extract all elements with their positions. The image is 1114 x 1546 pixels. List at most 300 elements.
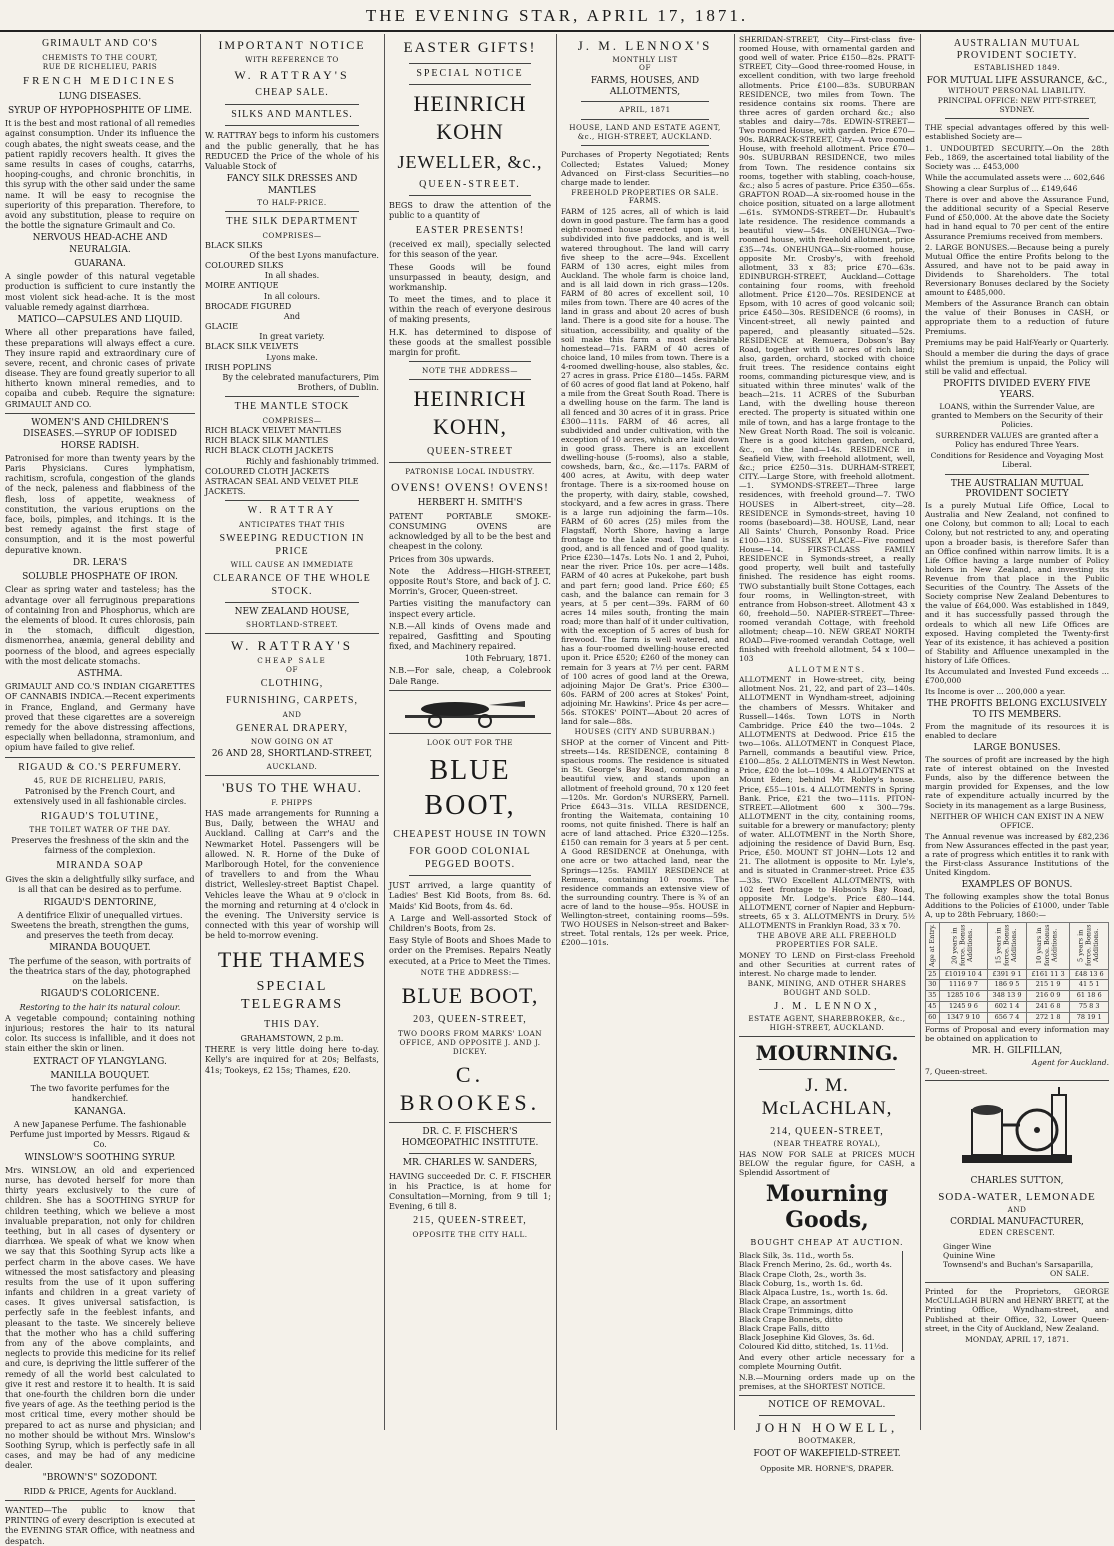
table-cell: 1347 9 10	[939, 1012, 988, 1023]
principal-office: PRINCIPAL OFFICE: NEW PITT-STREET, SYDNEY.	[937, 96, 1097, 115]
divider	[225, 602, 359, 603]
money-to-lend: MONEY TO LEND on First-class Freehold and other Securities at current rates of interest. No charge made to lender.	[739, 950, 915, 978]
amps-text: Is a purely Mutual Life Office, Local to Australia and New Zealand, not confined to one Colony, but common to all; Local to each Colony, but not restricted to any, and operating upon a broader basis, is therefore Safer than an Office confined within narrow limits. It is a Life Office having a large number of Policy holders in New Zealand, and investing its Revenue from that place in the Public Securities of the Country. The Assets of the Society comprise New Zealand Debentures to the value of £64,000. Was established in 1849, and it has successfully passed through the ordeals to which all new Life Offices are exposed. Having completed the Twenty-first Year of its existence, it has achieved a position of Stability and Affluence unexampled in the history of Life Offices.	[925, 501, 1109, 665]
foot-of-wakefield: FOOT OF WAKEFIELD-STREET.	[753, 1449, 901, 1460]
masthead	[0, 0, 1114, 32]
received-text: (received ex mail), specially selected for this season of the year.	[389, 239, 551, 260]
table-cell: 186 9 5	[988, 980, 1027, 991]
divider	[389, 690, 551, 691]
column-5	[734, 34, 920, 1473]
anticipates: ANTICIPATES THAT THIS	[239, 519, 345, 529]
kananga-text: A new Japanese Perfume. The fashionable Perfume just imported by Messrs. Rigaud & Co.	[9, 1118, 191, 1150]
townsend: Townsend's and Buchan's Sarsaparilla,	[943, 1260, 1094, 1270]
table-cell: 78 19 1	[1070, 1012, 1109, 1023]
silk-item-desc: And	[283, 310, 301, 321]
bus-heading: 'BUS TO THE WHAU.	[222, 779, 362, 795]
table-cell: 215 1 9	[1026, 980, 1070, 991]
amps-intro: THE special advantages offered by this well-established Society are—	[925, 123, 1109, 142]
note-address-2: NOTE THE ADDRESS:—	[420, 967, 520, 977]
divider	[409, 875, 531, 876]
coloricene-text: A vegetable compound; containing nothing injurious; restores the hair to its natural color. Its success is infallible, and it does not stain either the skin or linen.	[5, 1012, 195, 1054]
miranda-soap-heading: MIRANDA SOAP	[56, 859, 144, 871]
on-sale: ON SALE.	[1050, 1269, 1089, 1279]
guarana-text: A single powder of this natural vegetable production is sufficient to cure instantly the most violent sick head-ache. It is the most valuable remedy against diarrhœa.	[5, 271, 195, 312]
pegged-boots: FOR GOOD COLONIAL PEGGED BOOTS.	[409, 846, 531, 870]
rigaud-text: Patronised by the French Court, and extensively used in all fashionable circles.	[13, 786, 187, 807]
removal-heading: NOTICE OF REMOVAL.	[768, 1400, 886, 1410]
freehold-heading: FREEHOLD PROPERTIES OR SALE.	[571, 187, 719, 197]
amps-p1c: Showing a clear Surplus of ... £149,646	[925, 183, 1078, 193]
special-notice: SPECIAL NOTICE	[416, 67, 524, 79]
bus-text: HAS made arrangements for Running a Bus, Daily, between the WHAU and Auckland. Calling at Carr's and the Newmarket Hotel. Passengers will be allowed. N. R. Horne of the Duke of Marlborough Hotel, for the convenience of travellers to and from the Whau district, Wellesley-street Baptist Chapel. Vehicles leave the Whau at 9 o'clock in the morning and returning at 4 o'clock in the evening. The University service is connected with this year of worship will be held to-morrow evening.	[205, 808, 379, 941]
miranda-soap-text: Gives the skin a delightfully silky surface, and is all that can be desired as to perfume.	[5, 874, 195, 895]
guarana-heading: GUARANA.	[74, 258, 126, 269]
easter-presents: EASTER PRESENTS!	[415, 224, 525, 236]
easy-text: Easy Style of Boots and Shoes Made to order on the Premises. Repairs Neatly executed, at a Price to Meet the Times.	[389, 935, 551, 966]
nervous-heading: NERVOUS HEAD-ACHE AND NEURALGIA.	[32, 233, 168, 255]
lera-heading: DR. LERA'S	[72, 557, 128, 568]
smith-date: 10th February, 1871.	[464, 653, 551, 664]
important-notice-heading: IMPORTANT NOTICE	[218, 38, 366, 52]
and-label: AND	[282, 709, 302, 719]
near-theatre: (NEAR THEATRE ROYAL),	[773, 1139, 881, 1149]
smith-nb2: N.B.—For sale, cheap, a Colebrook Dale Range.	[389, 665, 551, 686]
with-reference: WITH REFERENCE TO	[245, 55, 339, 65]
divider	[759, 1415, 895, 1416]
special-telegrams: SPECIAL TELEGRAMS	[241, 979, 343, 1012]
rigaud-address: 45, RUE DE RICHELIEU, PARIS,	[33, 776, 167, 786]
table-row	[926, 980, 1109, 991]
rigaud-heading: RIGAUD & CO.'S PERFUMERY.	[18, 761, 182, 773]
table-cell: 241 6 8	[1026, 1001, 1070, 1012]
list-item: Coloured Kid ditto, stitched, 1s. 11½d.	[739, 1342, 889, 1352]
asthma-text: GRIMAULT AND CO.'S INDIAN CIGARETTES OF CANNABIS INDICA.—Recent experiments in France, England, and Germany have proved that these cigarettes are a sovereign remedy for the above distressing affections, especially when belladonna, stramonium, and opium have failed to give relief.	[5, 681, 195, 753]
bank-shares: BANK, MINING, AND OTHER SHARES BOUGHT AND SOLD.	[747, 978, 907, 997]
examples-text: The following examples show the total Bonus Additions to the Policies of £1000, under Table A, up to 28th February, 1860:—	[925, 892, 1109, 920]
mantle-item: RICH BLACK VELVET MANTLES	[205, 425, 342, 436]
coloricene-sub: Restoring to the hair its natural colour.	[19, 1001, 181, 1012]
half-price: TO HALF-PRICE.	[257, 197, 327, 207]
lennox-agent: HOUSE, LAND AND ESTATE AGENT, &c., HIGH-STREET, AUCKLAND.	[569, 123, 721, 141]
table-cell: 216 0 9	[1026, 991, 1070, 1002]
divider	[389, 462, 551, 463]
silk-item: MOIRE ANTIQUE	[205, 280, 279, 291]
silks-mantles-heading: SILKS AND MANTLES.	[231, 108, 353, 120]
amps-invested: Its Accumulated and Invested Fund exceeds ... £700,000	[925, 667, 1109, 686]
divider	[225, 211, 359, 212]
asthma-heading: ASTHMA.	[77, 668, 123, 679]
divider	[409, 361, 531, 362]
smith-prices: Prices from 30s upwards.	[389, 553, 494, 564]
table-cell: 1245 9 6	[939, 1001, 988, 1012]
sanders: MR. CHARLES W. SANDERS,	[402, 1158, 538, 1169]
table-cell: £1019 10 4	[939, 969, 988, 980]
hk-text: H.K. has determined to dispose of these goods at the smallest possible margin for profit.	[389, 326, 551, 358]
imprint: Printed for the Proprietors, GEORGE McCULLAGH BURN and HENRY BRETT, at the Printing Office, Wyndham-street, and Published at their Office, 32, Lower Queen-street, in the City of Auckland, New Zealand.	[925, 1287, 1109, 1333]
grimault-subtitle: CHEMISTS TO THE COURT,	[42, 52, 158, 62]
column-4	[556, 34, 734, 1430]
women-text: Patronised for more than twenty years by the Paris Physicians. Cures lymphatism, rachitism, scrofula, congestion of the glands of the neck, paleness and flabbiness of the flesh, loss of appetite, weakness of constitution, the various eruptions on the face, boils, pimples, and itchings. It is the best remedy against the first stage of consumption, and it is the most powerful depurative known.	[5, 452, 195, 555]
comprises-label: COMPRISES—	[262, 230, 322, 240]
magnitude: From the magnitude of its resources it is enabled to declare	[925, 721, 1109, 741]
table-cell: £391 9 1	[988, 969, 1027, 980]
column-6	[920, 34, 1114, 1430]
tolutine-sub: THE TOILET WATER OF THE DAY.	[29, 825, 171, 835]
amps-p2d: Should a member die during the days of grace whilst the premium is unpaid, the Policy will still be valid and effectual.	[925, 348, 1109, 377]
profits-divided: PROFITS DIVIDED EVERY FIVE YEARS.	[943, 379, 1091, 400]
smith-address: Note the Address—HIGH-STREET, opposite Rout's Store, and back of J. C. Morrin's, Grocer, Queen-street.	[389, 565, 551, 597]
blue-boot-2: BLUE BOOT,	[401, 982, 539, 1008]
loans: LOANS, within the Surrender Value, are granted to Members on the Security of their Policies.	[931, 401, 1103, 429]
bouquet-heading: MIRANDA BOUQUET.	[49, 943, 151, 954]
eden-crescent: EDEN CRESCENT.	[979, 1228, 1055, 1238]
mclachlan-address: 214, QUEEN-STREET,	[770, 1126, 884, 1138]
quinine-wine: Quinine Wine	[943, 1250, 996, 1260]
table-cell: 272 1 8	[1026, 1012, 1070, 1023]
brookes: C. BROOKES.	[399, 1062, 541, 1115]
smith-text: PATENT PORTABLE SMOKE-CONSUMING OVENS are acknowledged by all to be the best and cheapest in the colony.	[389, 510, 551, 552]
divider	[205, 633, 379, 634]
divider	[225, 500, 359, 501]
amps-p1b: While the accumulated assets were ... 602,646	[925, 172, 1105, 182]
mantle-item-desc: Richly and fashionably trimmed.	[245, 455, 379, 466]
divider	[925, 1282, 1109, 1283]
silk-item: BROCADE FIGURED	[205, 300, 292, 311]
table-cell: 1285 10 6	[939, 991, 988, 1002]
divider	[5, 1500, 195, 1501]
cheap-sale: CHEAP SALE.	[255, 87, 329, 99]
allotments-heading: ALLOTMENTS.	[787, 664, 867, 674]
allotment-listings: ALLOTMENT in Howe-street, city, being allotment Nos. 21, 22, and part of 23—140s. ALLOTMENT in Wyndham-street, adjoining the chambers of Messrs. Whitaker and Russell—146s. Town LOTS in North Cambridge. Price £40 the two—104s. 2 ALLOTMENTS at Dedwood. Price £15 the two—106s. ALLOTMENT in Conquest Place, Parnell, commands a beautiful view. Price, £100—85s. 2 ALLOTMENTS in West Newton. Price, £20 the lot—109s. 4 ALLOTMENTS at Mount Eden; behind Mr. Robley's house. Price, £55—101s. 4 ALLOTMENTS in Spring Bank. Price, £21 the two—111s. PITON-STREET.—Allotment 600 x 300—79s. ALLOTMENT in the city, containing rooms, suitable for a brewery or manufactory; plenty of water. ALLOTMENT in the North Shore, adjoining the residence of David Burn, Esq. Price, £50. MOUNT ST JOHN—Lots 12 and 21. The allotment is opposite to Mr. Lyle's, and is situated in Cranmer-street. Price £35—33s. TWO Excellent ALLOTMENTS, with 102 feet frontage to Hobson's Bay Road, opposite Mr. Lodge's. Price £80—144. ALLOTMENT, corner of Napier and Hepburn-streets, 65 x 3. ALLOTMENTS in Drury. 5½ ALLOTMENTS in Franklyn Road, 33 x 70.	[739, 675, 915, 931]
blue-boot-address: 203, QUEEN-STREET,	[413, 1014, 527, 1026]
gilfillan-agent: Agent for Auckland.	[1032, 1057, 1109, 1067]
auckland: AUCKLAND.	[266, 761, 318, 771]
bonus-table	[925, 922, 1109, 1024]
silk-item: IRISH POPLINS	[205, 361, 272, 372]
grahamstown: GRAHAMSTOWN, 2 p.m.	[240, 1033, 344, 1044]
agent-line: RIDD & PRICE, Agents for Auckland.	[23, 1485, 177, 1496]
manilla-heading: MANILLA BOUQUET.	[50, 1070, 150, 1081]
table-cell: 61 18 6	[1070, 991, 1109, 1002]
cheapest: CHEAPEST HOUSE IN TOWN	[393, 829, 547, 841]
silk-item: GLACIE	[205, 321, 238, 332]
list-item: Black Crape, an assortment	[739, 1296, 846, 1306]
winslow-text: Mrs. WINSLOW, an old and experienced nurse, has devoted herself for more than thirty years exclusively to the cure of children. She has a SOOTHING SYRUP for children teething, which we believe a most invaluable preparation, not only for children teething, but in all cases of dysentery or diarrhœa. We speak of what we know when we say that this Soothing Syrup acts like a perfect charm in the above cases. We have witnessed the most satisfactory and pleasing results from the use of it upon suffering infants and children in a great variety of cases. It gives universal satisfaction, is perfectly safe in the feeblest infants, and pleasant to the taste. We sincerely believe that the mother who has a child suffering from any of the above complaints, and neglects to provide this medicine for its relief and cure, is depriving the little sufferer of the remedy of all the world best calculated to give it rest and restore it to health. It is said that one-fourth the children born die under five years of age. As the teething period is the most critical time, every mother should be prepared to act as nurse and physician; and no mother should be without Mrs. Winslow's Soothing Syrup, which is perfectly safe in all cases, and may be had of any medicine dealer.	[5, 1164, 195, 1471]
tolutine-heading: RIGAUD'S TOLUTINE,	[40, 810, 160, 822]
freehold-note: THE ABOVE ARE ALL FREEHOLD PROPERTIES FOR SALE.	[757, 931, 897, 949]
amps-income: Its Income is over ... 200,000 a year.	[925, 687, 1066, 697]
large-bonuses: LARGE BONUSES.	[973, 743, 1061, 754]
bootmaker: BOOTMAKER,	[798, 1436, 856, 1446]
farms-heading: FARMS.	[628, 196, 662, 206]
syrup-heading: SYRUP OF HYPOPHOSPHITE OF LIME.	[7, 105, 193, 116]
profits-belong: THE PROFITS BELONG EXCLUSIVELY TO ITS MEMBERS.	[927, 699, 1107, 721]
silk-item-desc: By the celebrated manufacturers, Pim Brothers, of Dublin.	[222, 372, 379, 393]
divider	[945, 118, 1089, 119]
coloricene-heading: RIGAUD'S COLORICENE.	[40, 989, 160, 1000]
amps-p1: 1. UNDOUBTED SECURITY.—On the 28th Feb., 1869, the ascertained total liability of the Society was ... £453,000	[925, 143, 1109, 171]
furnishing: FURNISHING, CARPETS,	[226, 694, 358, 706]
column-3	[384, 34, 556, 1430]
smith-parties: Parties visiting the manufactory can inspect every article.	[389, 598, 551, 619]
table-cell: 348 13 9	[988, 991, 1027, 1002]
winslow-heading: WINSLOW'S SOOTHING SYRUP.	[24, 1152, 176, 1163]
divider	[389, 733, 551, 734]
divider	[581, 145, 709, 146]
lennox-heading: J. M. LENNOX'S	[577, 38, 713, 53]
divider	[759, 1069, 895, 1070]
comprises-label: COMPRISES—	[262, 416, 322, 425]
table-cell: 1116 9 7	[939, 980, 988, 991]
gilfillan-address: 7, Queen-street.	[925, 1066, 988, 1076]
large-text: A Large and Well-assorted Stock of Children's Boots, from 2s.	[389, 912, 551, 933]
ginger-wine: Ginger Wine	[943, 1241, 992, 1251]
forms-text: Forms of Proposal and every information may be obtained on application to	[925, 1024, 1109, 1043]
amps-p2: 2. LARGE BONUSES.—Because being a purely Mutual Office the entire Profits belong to the Assured, and have not to be paid away in Dividends to Shareholders. The total Reversionary Bonuses declared by the Society amount to £485,000.	[925, 242, 1109, 298]
purchases-text: Purchases of Property Negotiated; Rents Collected; Estates Valued; Money Advanced on First-class Securities—no charge made to lender.	[561, 150, 729, 187]
divider	[409, 63, 531, 64]
nz-house: NEW ZEALAND HOUSE,	[234, 607, 350, 618]
mantle-item: RICH BLACK CLOTH JACKETS	[205, 445, 334, 456]
table-row	[926, 1001, 1109, 1012]
divider	[409, 84, 531, 85]
two-doors: TWO DOORS FROM MARKS' LOAN OFFICE, AND OPPOSITE J. AND J. DICKEY.	[397, 1029, 543, 1057]
queen-street-3: 215, QUEEN-STREET,	[413, 1215, 527, 1227]
silk-item-desc: Of the best Lyons manufacture.	[249, 249, 379, 260]
women-heading: WOMEN'S AND CHILDREN'S DISEASES.—SYRUP OF IODISED HORSE RADISH.	[23, 417, 177, 451]
thames-heading: THE THAMES	[217, 946, 367, 972]
farms-houses: FARMS, HOUSES, AND ALLOTMENTS,	[590, 75, 700, 97]
fancy-heading: FANCY SILK DRESSES AND MANTLES	[226, 174, 358, 196]
clearance: CLEARANCE OF THE WHOLE STOCK.	[213, 573, 371, 597]
has-now-text: HAS NOW FOR SALE at PRICES MUCH BELOW the regular figure, for CASH, a Splendid Assortment of	[739, 1149, 915, 1177]
blue-boot-heading: BLUE BOOT,	[424, 754, 516, 822]
easter-gifts-heading: EASTER GIFTS!	[403, 40, 537, 56]
divider	[409, 195, 531, 196]
for-mutual: FOR MUTUAL LIFE ASSURANCE, &C.,	[926, 75, 1108, 86]
divider	[389, 1122, 551, 1123]
arrived-text: JUST arrived, a large quantity of Ladies' Best Kid Boots, from 8s. 6d. Maids' Kid Boots, from 4s. 6d.	[389, 880, 551, 911]
manilla-text: The two favorite perfumes for the handkerchief.	[30, 1083, 170, 1104]
bonus-header: Age at Entry.	[926, 922, 940, 969]
this-day: THIS DAY.	[264, 1018, 320, 1030]
divider	[409, 379, 531, 380]
tolutine-text: Preserves the freshness of the skin and the fairness of the complexion.	[11, 835, 189, 856]
silks-text: W. RATTRAY begs to inform his customers and the public generally, that he has REDUCED the Price of the whole of his Valuable Stock of	[205, 130, 379, 172]
rattray-heading-2: W. RATTRAY'S	[231, 637, 353, 653]
w-rattray: W. RATTRAY	[247, 505, 337, 517]
list-item: Black Crape Falls, ditto	[739, 1324, 830, 1334]
house-listings: SHOP at the corner of Vincent and Pitt-streets—14s. RESIDENCE, containing 8 spacious rooms. The residence is situated in St. George's Bay Road, commanding a beautiful view, and stands upon an allotment of freehold ground, 70 x 120 feet—120s. Mr. Gordon's NURSERY, Parnell. Price £643—31s. VILLA RESIDENCE, fronting the Waitemata, containing 10 rooms, not quite finished. There is half an acre of land attached. Price £320—125s. £150 can remain for 3 years at 5 per cent. A Good RESIDENCE at Onehunga, with one acre or two attached land, near the Springs—125s. FAMILY RESIDENCE at Remuera, containing 10 rooms. The residence commands an extensive view of the surrounding country. There is ¾ of an acre of land to the house—95s. HOUSE in Wellington-street, containing rooms—59s. TWO HOUSES in Nelson-street and Baker-street. Total rentals, 12s per week. Price, £200—101s.	[561, 737, 729, 948]
table-cell: 25	[926, 969, 940, 980]
bought-cheap: BOUGHT CHEAP AT AUCTION.	[750, 1237, 904, 1247]
list-item: Black Alpaca Lustre, 1s., worth 1s. 6d.	[739, 1287, 888, 1297]
grimault-address: RUE DE RICHELIEU, PARIS	[42, 61, 158, 71]
ovens-heading: OVENS! OVENS! OVENS!	[391, 480, 549, 495]
smith-nb: N.B.—All kinds of Ovens made and repaired, Gasfitting and Spouting fixed, and Machinery repaired.	[389, 620, 551, 652]
sweeping-reduction: SWEEPING REDUCTION IN PRICE	[219, 533, 365, 557]
list-item: Black Crape Bonnets, ditto	[739, 1315, 843, 1325]
rattray-address: 26 AND 28, SHORTLAND-STREET,	[211, 749, 373, 760]
mclachlan: J. M. McLACHLAN,	[761, 1075, 893, 1120]
amps-p2b: Members of the Assurance Branch can obtain the value of their Bonuses in CASH, or appropriate them to a reduction of future Premiums.	[925, 299, 1109, 336]
divider	[409, 1153, 531, 1154]
april-date: APRIL, 1871	[619, 105, 671, 115]
column-2	[200, 34, 384, 1430]
lera-subheading: SOLUBLE PHOSPHATE OF IRON.	[22, 572, 178, 583]
annual: The Annual revenue was increased by £82,236 from New Assurances effected in the past year, a rate of progress which entitles it to rank with the First-class Assurance Institutions of the United Kingdom.	[925, 831, 1109, 878]
cordial: CORDIAL MANUFACTURER,	[950, 1217, 1084, 1228]
list-item: Black Crape Trimmings, ditto	[739, 1306, 853, 1316]
heinrich-kohn: HEINRICH KOHN	[413, 91, 527, 145]
soda-machine-illustration	[942, 1085, 1092, 1173]
table-row	[926, 969, 1109, 980]
john-howell: JOHN HOWELL,	[755, 1419, 899, 1435]
table-cell: £161 11 3	[1026, 969, 1070, 980]
table-row	[926, 991, 1109, 1002]
divider	[739, 1036, 915, 1037]
goods-text: These Goods will be found unsurpassed in beauty, design, and workmanship.	[389, 261, 551, 292]
lookout: LOOK OUT FOR THE	[426, 737, 514, 747]
bonus-header: 15 years in force. Bonus Additions.	[988, 922, 1027, 969]
browns-heading: "BROWN'S" SOZODONT.	[42, 1473, 158, 1484]
silk-item-desc: In all shades.	[264, 270, 320, 281]
silk-department-heading: THE SILK DEPARTMENT	[226, 215, 358, 227]
conditions: Conditions for Residence and Voyaging Most Liberal.	[930, 451, 1104, 470]
lung-diseases: LUNG DISEASES.	[58, 91, 142, 102]
established: ESTABLISHED 1849.	[973, 63, 1061, 72]
bonus-header: 5 years in force. Bonus Additions.	[1070, 922, 1109, 969]
every-other: And every other article necessary for a complete Mourning Outfit.	[739, 1352, 915, 1371]
table-cell: 45	[926, 1001, 940, 1012]
amps-heading: AUSTRALIAN MUTUAL PROVIDENT SOCIETY.	[953, 38, 1081, 61]
soda-water: SODA-WATER, LEMONADE	[938, 1190, 1096, 1203]
silk-item-desc: Lyons make.	[266, 351, 318, 362]
gilfillan: MR. H. GILFILLAN,	[971, 1045, 1063, 1056]
divider	[945, 474, 1089, 475]
divider	[5, 757, 195, 758]
heinrich-kohn-2: HEINRICH KOHN,	[413, 386, 527, 439]
matico-text: Where all other preparations have failed, these preparations will always effect a cure. They insure rapid and extraordinary cure of severe, recent, and chronic cases of private disease. They are found greatly superior to all hitherto known mineral remedies, and to copaiba and cubeb. Require the signature: GRIMAULT AND CO.	[5, 327, 195, 409]
queen-street: QUEEN-STREET.	[419, 178, 521, 190]
table-cell: 60	[926, 1012, 940, 1023]
silk-item: BLACK SILKS	[205, 239, 263, 250]
amps-p2c: Premiums may be paid Half-Yearly or Quarterly.	[925, 337, 1109, 347]
patronise: PATRONISE LOCAL INDUSTRY.	[405, 467, 535, 477]
sources: The sources of profit are increased by the high rate of interest obtained on the Invested Funds, also by the difference between the margin provided for Expenses, and the low rate of expenditure actually incurred by the Society in its management as a large Business,	[925, 755, 1109, 810]
amps-p1d: There is over and above the Assurance Fund, the additional security of a Special Reserve Fund of £50,000. At the above date the Society had in hand equal to 70 per cent of the entire Assurance Premiums received from members.	[925, 195, 1109, 241]
table-cell: 656 7 4	[988, 1012, 1027, 1023]
imprint-date: MONDAY, APRIL 17, 1871.	[965, 1334, 1069, 1344]
shortland-street: SHORTLAND-STREET.	[246, 619, 338, 629]
of-label: OF	[286, 665, 298, 675]
mourning-heading: MOURNING.	[755, 1041, 899, 1066]
surrender: SURRENDER VALUES are granted after a Policy has endured Three Years.	[935, 431, 1099, 450]
farm-listings: FARM of 125 acres, all of which is laid down in good pasture. The farm has a good eight-roomed house erected upon it, is subdivided into five paddocks, and is well watered throughout. The land will carry five sheep to the acre—94s. Excellent FARM of 130 acres, eight miles from Auckland. The whole farm is choice land, and is all laid down in rich grass—120s. FARM of 80 acres of excellent soil, 10 miles from town. There are 40 acres of the land in grass and about 20 acres of bush land. There is a good site for a house. The situation, accessibility, and quality of the soil make this farm a most desirable homestead—71s. FARM of 40 acres of choice land, 10 miles from town. There is a 4-roomed dwelling-house, also stables, &c. 27 acres in grass. Price £180—145s. FARM of 60 acres of good flat land at Pokeno, half a mile from the Great South Road. There is a dwelling house on the farm. The land is all fenced and 30 acres of it in grass. Price £300—111s. FARM of 46 acres, all subdivided and under cultivation, with the exception of 10 acres, which are laid down in good grass. There is an excellent dwelling-house (5-rooms), also a stable, cowsheds, barn, &c., &c.—117s. FARM of 400 acres, at Awitu, with deep water frontage. There is a six-roomed house on the property, with dairy, stable, cowshed, stockyard, and a few acres in grass. There is a large run adjoining the farm—10s. FARM of 60 acres (25) miles from the Flagstaff, North Shore, having a large frontage to the Lake road. The land is good, and is all fenced and of good quality. Price £230—147s. Lots No. 1 and 2, Puhoi, near the river. Price 10s. per acre—148s. FARM of 40 acres at Pukekohe, part bush and part fern; good land. Price £60; £5 cash, and the balance can remain for 3 years, at 5 per cent—39s. FARM of 60 acres 14 miles south, fronting the main road; more than half of it under cultivation, with the exception of 5 acres of bush for firewood. The farm is well watered, and has a four-roomed dwelling-house erected upon it. Price £520; £260 of the money can remain for 3 years at 7½ per cent. FARM of 100 acres of good land at the Orewa, adjoining Major De Grat's. Price £300—60s. FARM of 200 acres at Stokes' Point, adjoining Mr. Hawkins'. Price 4s per acre—56s. STOKES' POINT—About 20 acres of land for sale—88s.	[561, 207, 729, 727]
house-listings-cont: SHERIDAN-STREET, City—First-class five-roomed House, with ornamental garden and good well of water. Price £150—82s. PRATT-STREET, City—Good three-roomed House, in excellent condition, with two large freehold allotments. Price £100—83s. SUBURBAN RESIDENCE, two miles from Town. The residence contains six rooms. There are three acres of garden orchard &c.; also stables and dairy—78s. EDWIN-STREET—Two roomed House, with garden. Price £70—90s. BARRACK-STREET, City—A two roomed House, with freehold allotment. Price £70—90s. SUBURBAN RESIDENCE, two miles from Town. The residence contains six rooms, together with stabling, coach-house, &c.; also 5 acres of pasture. Price £350—65s. GRAFTON ROAD—A six-roomed house in the choice position, situated on a large allotment—61s. SYMONDS-STREET—Dr. Hubault's late residence. The residence commands a beautiful view—54s. ONEHUNGA—Two-roomed house, with freehold allotment, price £35—74s. ONEHUNGA—Six-roomed house, opposite Mr. Crosby's, with freehold allotment, 33 x 83; price £70—63s. EDINBURGH-STREET, Auckland—Cottage containing four rooms, with freehold allotment. Price £120—70s. RESIDENCE at Epsom, with 10 acres of good volcanic soil; price £450—30s. RESIDENCE (6 rooms), in Vincent-street, all newly painted and papered, and pleasantly situated—52s. RESIDENCE at Remuera, Dobson's Bay Road, together with 10 acres of rich land; also, garden, orchard, stocked with choice fruit trees. The residence contains eight rooms, commanding picturesque view, and is situated within three minutes' walk of the beach—21s. 11 ACRES of the Suburban Land, with the dwelling house thereon erected. The property is situated within one mile of town, and has a large frontage to the New Great North Road. The soil is volcanic. There is a good kitchen garden, orchard, &c., on the land—14s. RESIDENCE in Seafield View, with freehold allotment, well, &c.; price £250—31s. DURHAM-STREET, CITY.—Large Store, with freehold allotment.—1. SYMONDS-STREET—Three large residences, with freehold ground—7. TWO HOUSES in Albert-street, city—28. RESIDENCE in Symonds-street, having 10 rooms (baseboard)—38. HOUSE, Land, near All Saints' Church, Ponsonby Road. Price £100—130. SUSSEX PLACE—Five roomed House—14. FIRST-CLASS FAMILY RESIDENCE in Symonds-street, a really good property, well built and tastefully finished. The residence has eight rooms. TWO substantially built Stone Cottages, each four rooms, in Wellington-street, with entrance from Hobson-street. Allotment 43 x 60, freehold—50. NAPIER-STREET—Three-roomed verandah Cottage, with freehold allotment; cheap—10. NEW GREAT NORTH ROAD—Five-roomed verandah Cottage, well finished with freehold allotment, 54 x 100—103	[739, 35, 915, 664]
ylang-heading: EXTRACT OF YLANGYLANG.	[33, 1056, 167, 1067]
table-cell: 41 5 1	[1070, 980, 1109, 991]
divider	[225, 125, 359, 126]
divider	[225, 396, 359, 397]
thames-text: THERE is very little doing here to-day. Kelly's are inquired for at 20s; Belfasts, 41s; Tookeys, £2 15s; Thames, £20.	[205, 1044, 379, 1075]
silk-item: COLOURED SILKS	[205, 259, 284, 270]
divider	[581, 119, 709, 120]
meet-text: To meet the times, and to place it within the reach of everyone desirous of making presents,	[389, 294, 551, 325]
divider	[205, 775, 379, 776]
bonus-header: 10 years in force. Bonus Additions.	[1026, 922, 1070, 969]
list-item: Black Crape Cloth, 2s., worth 3s.	[739, 1269, 867, 1279]
brace	[902, 1251, 915, 1351]
smith-heading: HERBERT H. SMITH'S	[417, 498, 523, 509]
column-1	[0, 34, 200, 1546]
mantle-item: COLOURED CLOTH JACKETS	[205, 465, 330, 476]
matico-heading: MATICO—CAPSULES AND LIQUID.	[17, 315, 183, 326]
mantle-item: ASTRACAN SEAL AND VELVET PILE JACKETS.	[205, 476, 359, 497]
mourning-nb: N.B.—Mourning orders made up on the premises, at the SHORTEST NOTICE.	[739, 1372, 915, 1391]
silk-item-desc: In all colours.	[263, 290, 321, 301]
opposite-city-hall: OPPOSITE THE CITY HALL.	[412, 1230, 528, 1240]
amps-heading-2: THE AUSTRALIAN MUTUAL PROVIDENT SOCIETY	[950, 478, 1084, 500]
neither: NEITHER OF WHICH CAN EXIST IN A NEW OFFICE.	[930, 811, 1104, 830]
jeweller: JEWELLER, &c.,	[397, 151, 543, 172]
lera-text: Clear as spring water and tasteless; has the advantage over all ferruginous preparations of containing Iron and Phosphorus, which are the elements of blood. It cures chlorosis, pain in the stomach, difficult digestion, dismenorrhea, anæmia, general debility and poorness of the blood, and agrees especially with the most delicate stomachs.	[5, 584, 195, 666]
phipps: F. PHIPPS	[271, 798, 313, 808]
mourning-goods: Mourning Goods,	[765, 1180, 889, 1234]
table-cell: £48 13 6	[1070, 969, 1109, 980]
and-label: AND	[1007, 1204, 1027, 1214]
sanders-text: HAVING succeeded Dr. C. F. FISCHER in his Practice, is at home for Consultation—Morning, from 9 till 1; Evening, 6 till 8.	[389, 1170, 551, 1212]
without-liability: WITHOUT PERSONAL LIABILITY.	[947, 86, 1087, 96]
will-cause: WILL CAUSE AN IMMEDIATE	[230, 560, 354, 570]
dentorine-text: A dentifrice Elixir of unequalled virtues. Sweetens the breath, strengthen the gums, and preserves the teeth from decay.	[10, 909, 190, 941]
wanted-notice: WANTED—The public to know that PRINTING of every description is executed at the EVENING STAR Office, with neatness and despatch.	[5, 1504, 195, 1546]
examples-heading: EXAMPLES OF BONUS.	[961, 880, 1073, 891]
mantle-stock-heading: THE MANTLE STOCK	[234, 401, 350, 413]
syrup-text: It is the best and most rational of all remedies against consumption. Under its influence the cough abates, the night sweats cease, and the patient rapidly recovers health. It gives the same results in cases of coughs, catarrhs, hooping-coughs, and chronic bronchitis, in this syrup with the other said under the same name. It will be easy to recognise the superiority of this preparation. Therefore, to avoid any substitution, please to require on the bottle the signature Grimault and Co.	[5, 118, 195, 231]
houses-heading: HOUSES (CITY AND SUBURBAN.)	[574, 727, 716, 737]
rattray-heading: W. RATTRAY'S	[234, 68, 350, 83]
lennox-sign: J. M. LENNOX,	[774, 1001, 880, 1013]
bouquet-text: The perfume of the season, with portraits of the theatrica stars of the day, photographed on the labels.	[9, 955, 191, 987]
table-cell: 602 1 4	[988, 1001, 1027, 1012]
list-item: Black Coburg, 1s., worth 1s. 6d.	[739, 1278, 863, 1288]
divider	[739, 1395, 915, 1396]
sutton: CHARLES SUTTON,	[970, 1175, 1064, 1186]
divider	[925, 1080, 1109, 1081]
list-item: Black French Merino, 2s. 6d., worth 4s.	[739, 1260, 892, 1270]
fischer-heading: DR. C. F. FISCHER'S HOMŒOPATHIC INSTITUTE.	[401, 1126, 539, 1149]
table-cell: 35	[926, 991, 940, 1002]
divider	[5, 413, 195, 414]
cannon-illustration	[395, 695, 545, 729]
french-medicines-heading: FRENCH MEDICINES	[22, 74, 178, 87]
of-label: OF	[639, 63, 651, 73]
cheap-sale-2: CHEAP SALE	[257, 656, 327, 666]
clothing: CLOTHING,	[260, 678, 324, 690]
general-drapery: GENERAL DRAPERY,	[235, 722, 349, 734]
table-cell: 30	[926, 980, 940, 991]
queen-street-2: QUEEN-STREET	[427, 445, 513, 457]
kohn-begs: BEGS to draw the attention of the public to a quantity of	[389, 200, 551, 221]
now-going: NOW GOING ON AT	[250, 737, 334, 747]
monthly-list: MONTHLY LIST	[612, 54, 678, 64]
lennox-broker: ESTATE AGENT, SHAREBROKER, &c., HIGH-STREET, AUCKLAND.	[748, 1014, 906, 1032]
silk-item-desc: In great variety.	[259, 331, 325, 342]
note-address: NOTE THE ADDRESS—	[422, 366, 518, 376]
divider	[581, 101, 709, 102]
table-row	[926, 1012, 1109, 1023]
